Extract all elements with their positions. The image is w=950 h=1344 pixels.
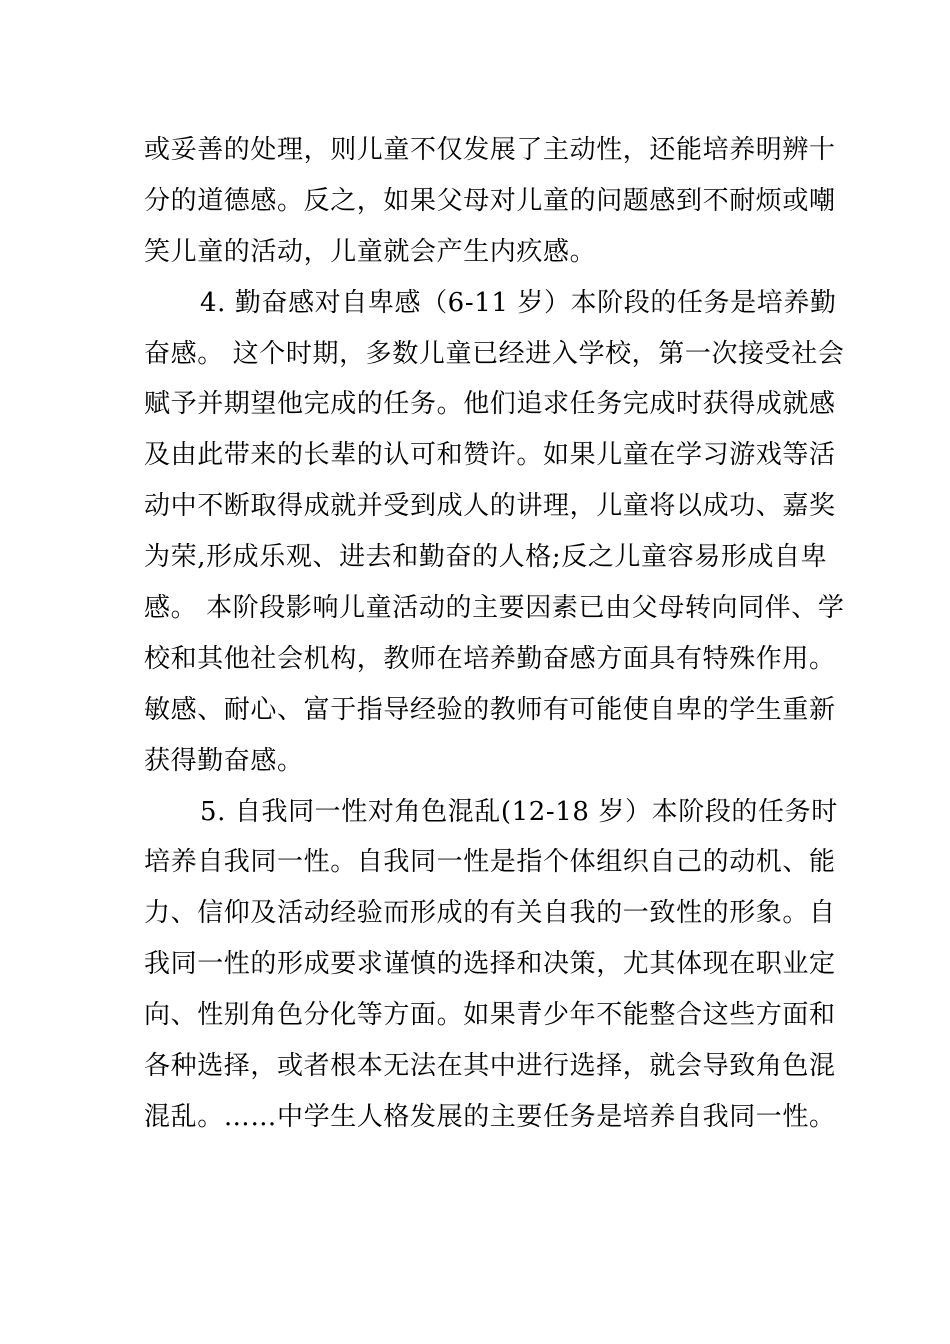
section-5-heading-line: 5. 自我同一性对角色混乱(12-18 岁）本阶段的任务时	[200, 796, 838, 827]
text-line: 动中不断取得成就并受到成人的讲理，儿童将以成功、嘉奖	[144, 491, 836, 522]
text-line: 敏感、耐心、富于指导经验的教师有可能使自卑的学生重新	[144, 694, 836, 725]
text-line: 我同一性的形成要求谨慎的选择和决策，尤其体现在职业定	[144, 949, 836, 980]
section-4-heading-line: 4. 勤奋感对自卑感（6-11 岁）本阶段的任务是培养勤	[200, 287, 837, 318]
text-line: 力、信仰及活动经验而形成的有关自我的一致性的形象。自	[144, 898, 836, 929]
text-line: 及由此带来的长辈的认可和赞许。如果儿童在学习游戏等活	[144, 440, 836, 471]
text-line: 混乱。……中学生人格发展的主要任务是培养自我同一性。	[144, 1101, 836, 1132]
body-text	[144, 125, 845, 1143]
text-line: 培养自我同一性。自我同一性是指个体组织自己的动机、能	[144, 847, 836, 878]
text-line: 为荣,形成乐观、进去和勤奋的人格;反之儿童容易形成自卑	[144, 542, 828, 573]
text-line: 向、性别角色分化等方面。如果青少年不能整合这些方面和	[144, 1000, 836, 1031]
text-line: 笑儿童的活动，儿童就会产生内疚感。	[144, 236, 597, 267]
text-line: 各种选择，或者根本无法在其中进行选择，就会导致角色混	[144, 1051, 836, 1082]
text-line: 感。 本阶段影响儿童活动的主要因素已由父母转向同伴、学	[144, 593, 845, 624]
text-line: 奋感。 这个时期，多数儿童已经进入学校，第一次接受社会	[144, 338, 845, 369]
text-line: 获得勤奋感。	[144, 745, 304, 776]
text-line: 或妥善的处理，则儿童不仅发展了主动性，还能培养明辨十	[144, 135, 836, 165]
text-line: 赋予并期望他完成的任务。他们追求任务完成时获得成就感	[144, 389, 836, 420]
text-line: 分的道德感。反之，如果父母对儿童的问题感到不耐烦或嘲	[144, 185, 836, 216]
text-line: 校和其他社会机构，教师在培养勤奋感方面具有特殊作用。	[144, 643, 836, 674]
